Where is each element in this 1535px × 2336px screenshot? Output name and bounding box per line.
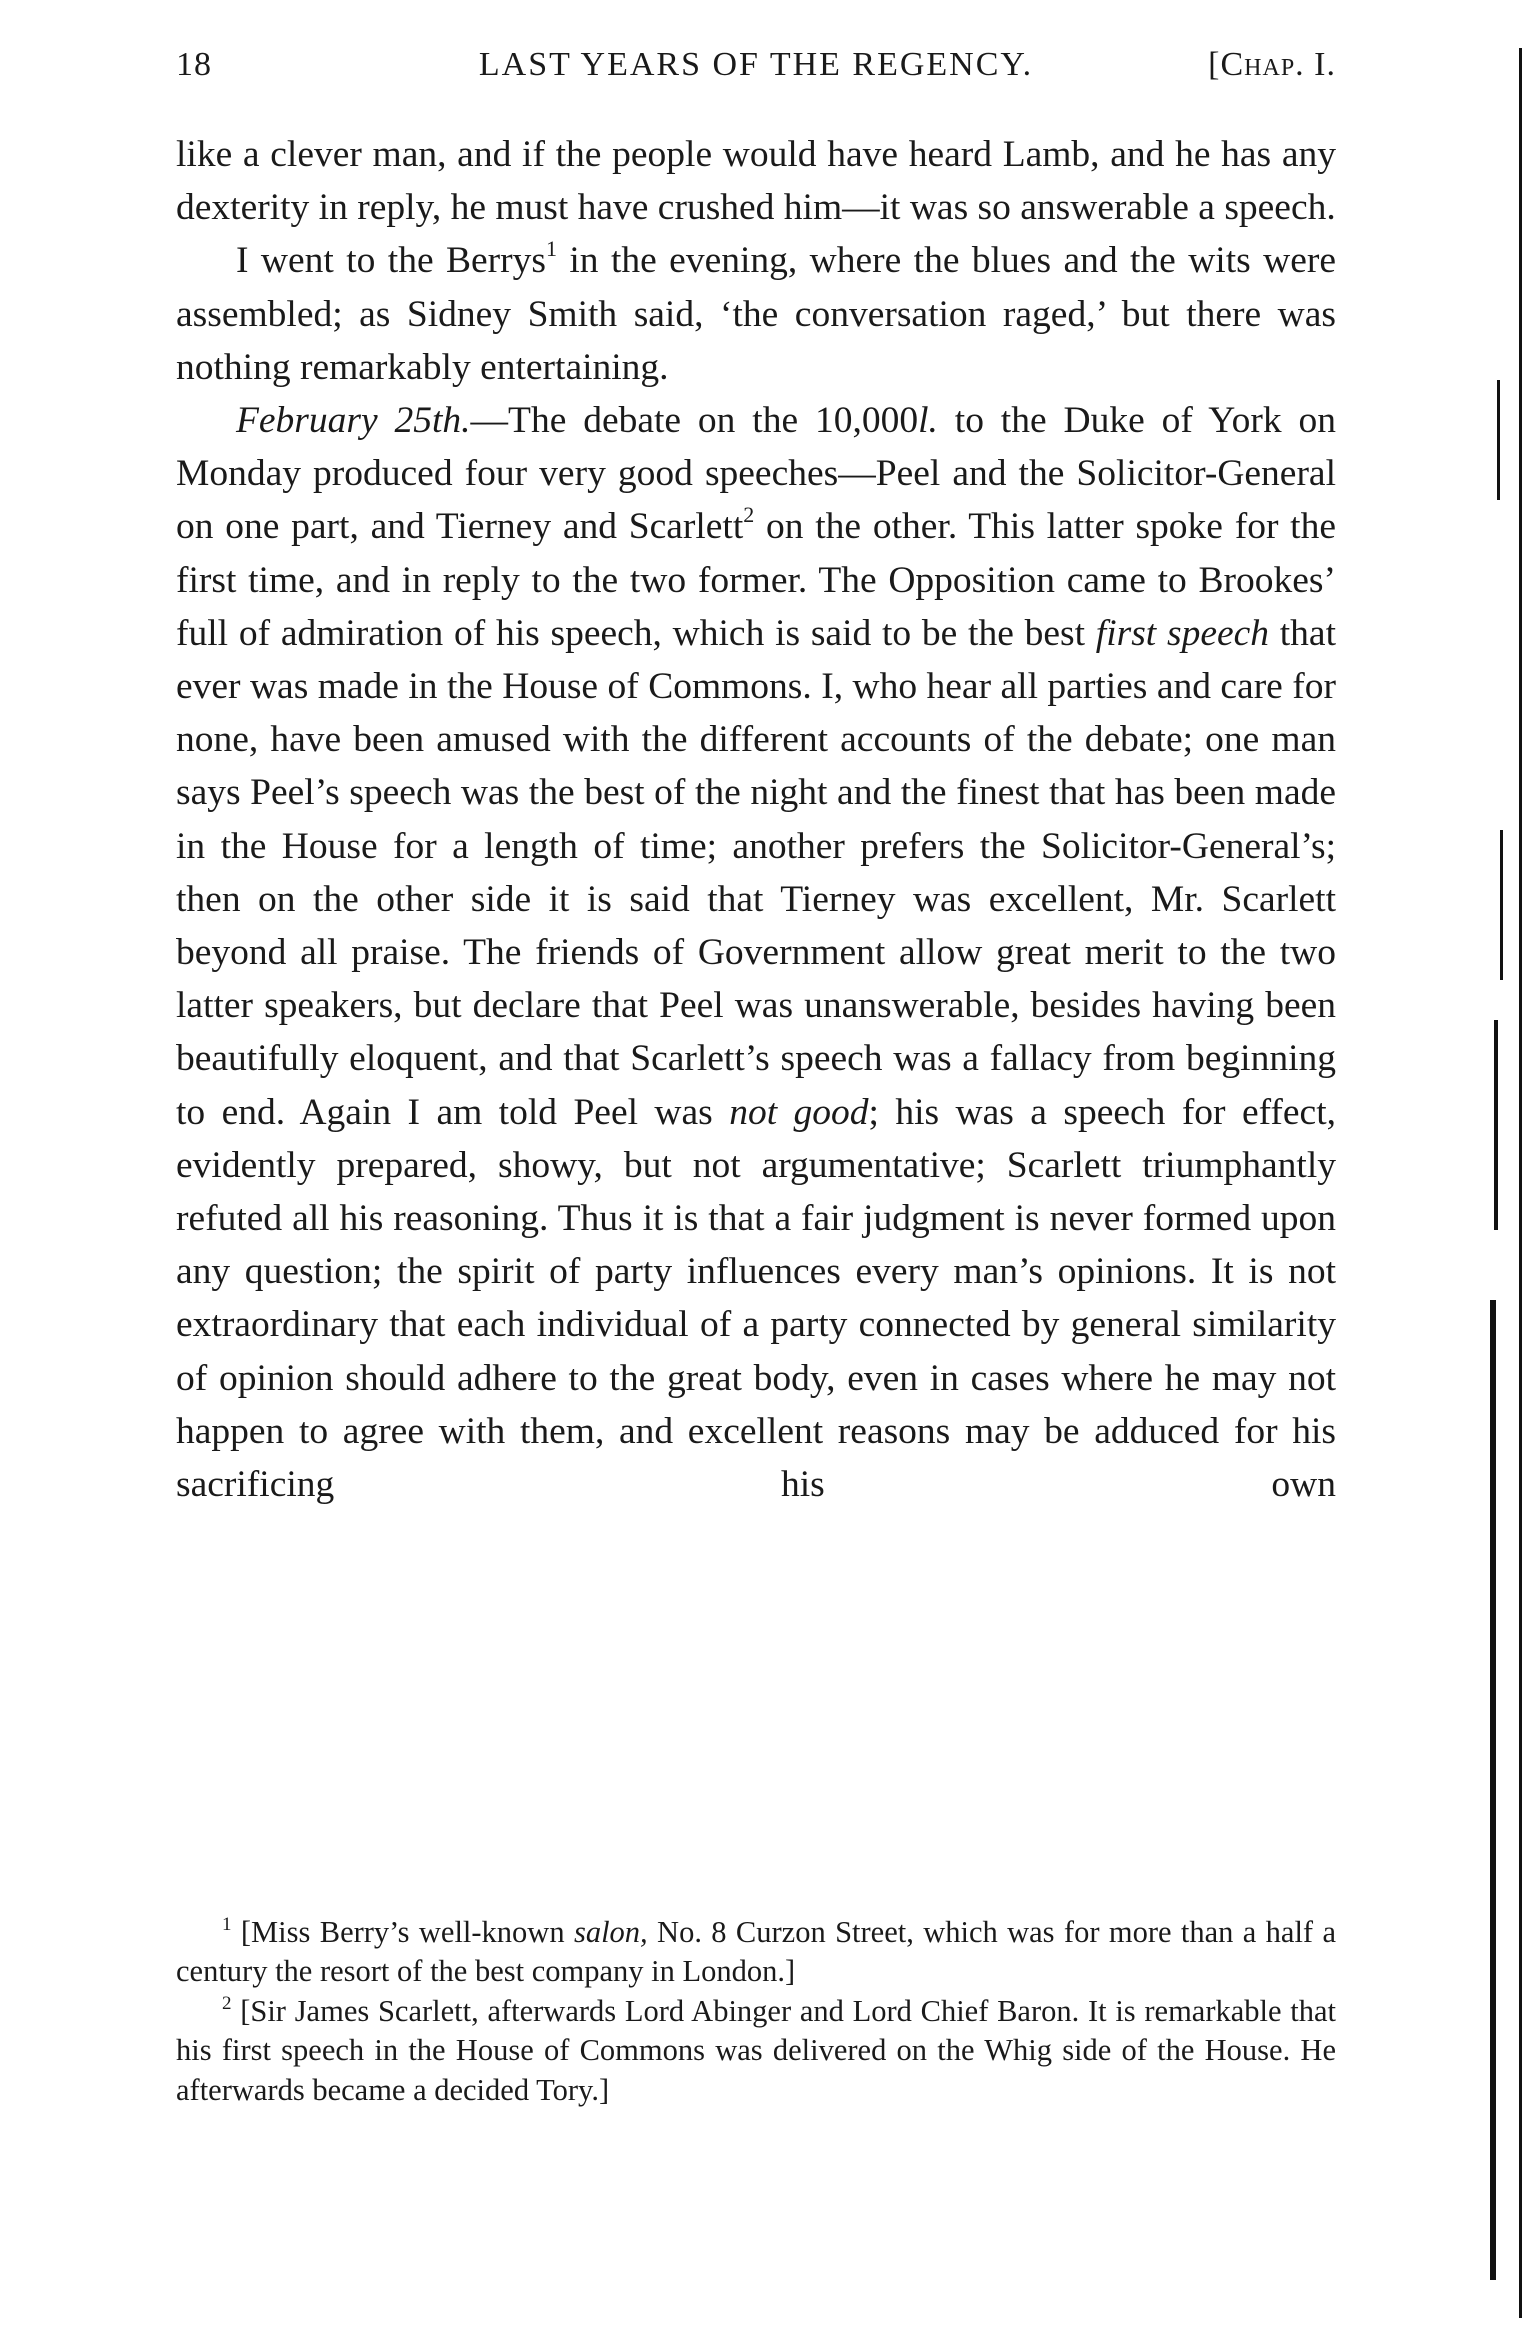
page-edge-mark	[1494, 1020, 1498, 1230]
running-header	[176, 46, 1336, 102]
page-edge-shadow	[1519, 48, 1522, 2318]
footnote-1: $^1$ [Miss Berry’s well-known salon, No. 8 Curzon Street, which was for more than a half a century the resort of the best company in London.]	[176, 1914, 1336, 1989]
body-text	[176, 128, 1336, 1511]
entry-date: February 25th.	[236, 400, 471, 442]
footnotes	[176, 1913, 1336, 2110]
paragraph-3: February 25th.—The debate on the 10,000l. to the Duke of York on Monday produced four very good speeches—Peel and the Solicitor-General on one part, and Tierney and Scarlett$^2$ on the other. This latter spoke for the first time, and in reply to the two former. The Opposition came to Brookes’ full of admiration of his speech, which is said to be the best first speech that ever was made in the House of Commons. I, who hear all parties and care for none, have been amused with the different accounts of the debate; one man says Peel’s speech was the best of the night and the finest that has been made in the House for a length of time; another prefers the Solicitor-General’s; then on the other side it is said that Tierney was excellent, Mr. Scarlett beyond all praise. The friends of Government allow great merit to the two latter speakers, but declare that Peel was unanswerable, besides having been beautifully eloquent, and that Scarlett’s speech was a fallacy from beginning to end. Again I am told Peel was not good; his was a speech for effect, evidently prepared, showy, but not argumentative; Scarlett triumphantly refuted all his reasoning. Thus it is that a fair judgment is never formed upon any question; the spirit of party influences every man’s opinions. It is not extraordinary that each individual of a party connected by general similarity of opinion should adhere to the great body, even in cases where he may not happen to agree with them, and excellent reasons may be adduced for his sacrificing his own	[176, 400, 1336, 1506]
paragraph-2: I went to the Berrys$^1$ in the evening, where the blues and the wits were assembled; as Sidney Smith said, ‘the conversation raged,’ but there was nothing remarkably entertaining.	[176, 236, 1336, 388]
page-edge-mark	[1500, 830, 1503, 980]
running-title: LAST YEARS OF THE REGENCY.	[478, 46, 1034, 83]
page-number: 18	[176, 46, 212, 83]
footnote-ref-1: 1	[545, 236, 557, 262]
footnote-ref-2: 2	[743, 502, 755, 528]
paragraph-1: like a clever man, and if the people would have heard Lamb, and he has any dexterity in reply, he must have crushed him—it was so answerable a speech.	[176, 134, 1336, 229]
page-edge-mark	[1490, 1300, 1496, 2280]
chapter-label: [Chap. I.	[1208, 46, 1336, 83]
page-edge-mark	[1497, 380, 1500, 500]
footnote-2: $^2$ [Sir James Scarlett, afterwards Lord Abinger and Lord Chief Baron. It is remarkable that his first speech in the House of Commons was delivered on the Whig side of the House. He afterwards became a decided Tory.]	[176, 1992, 1336, 2107]
